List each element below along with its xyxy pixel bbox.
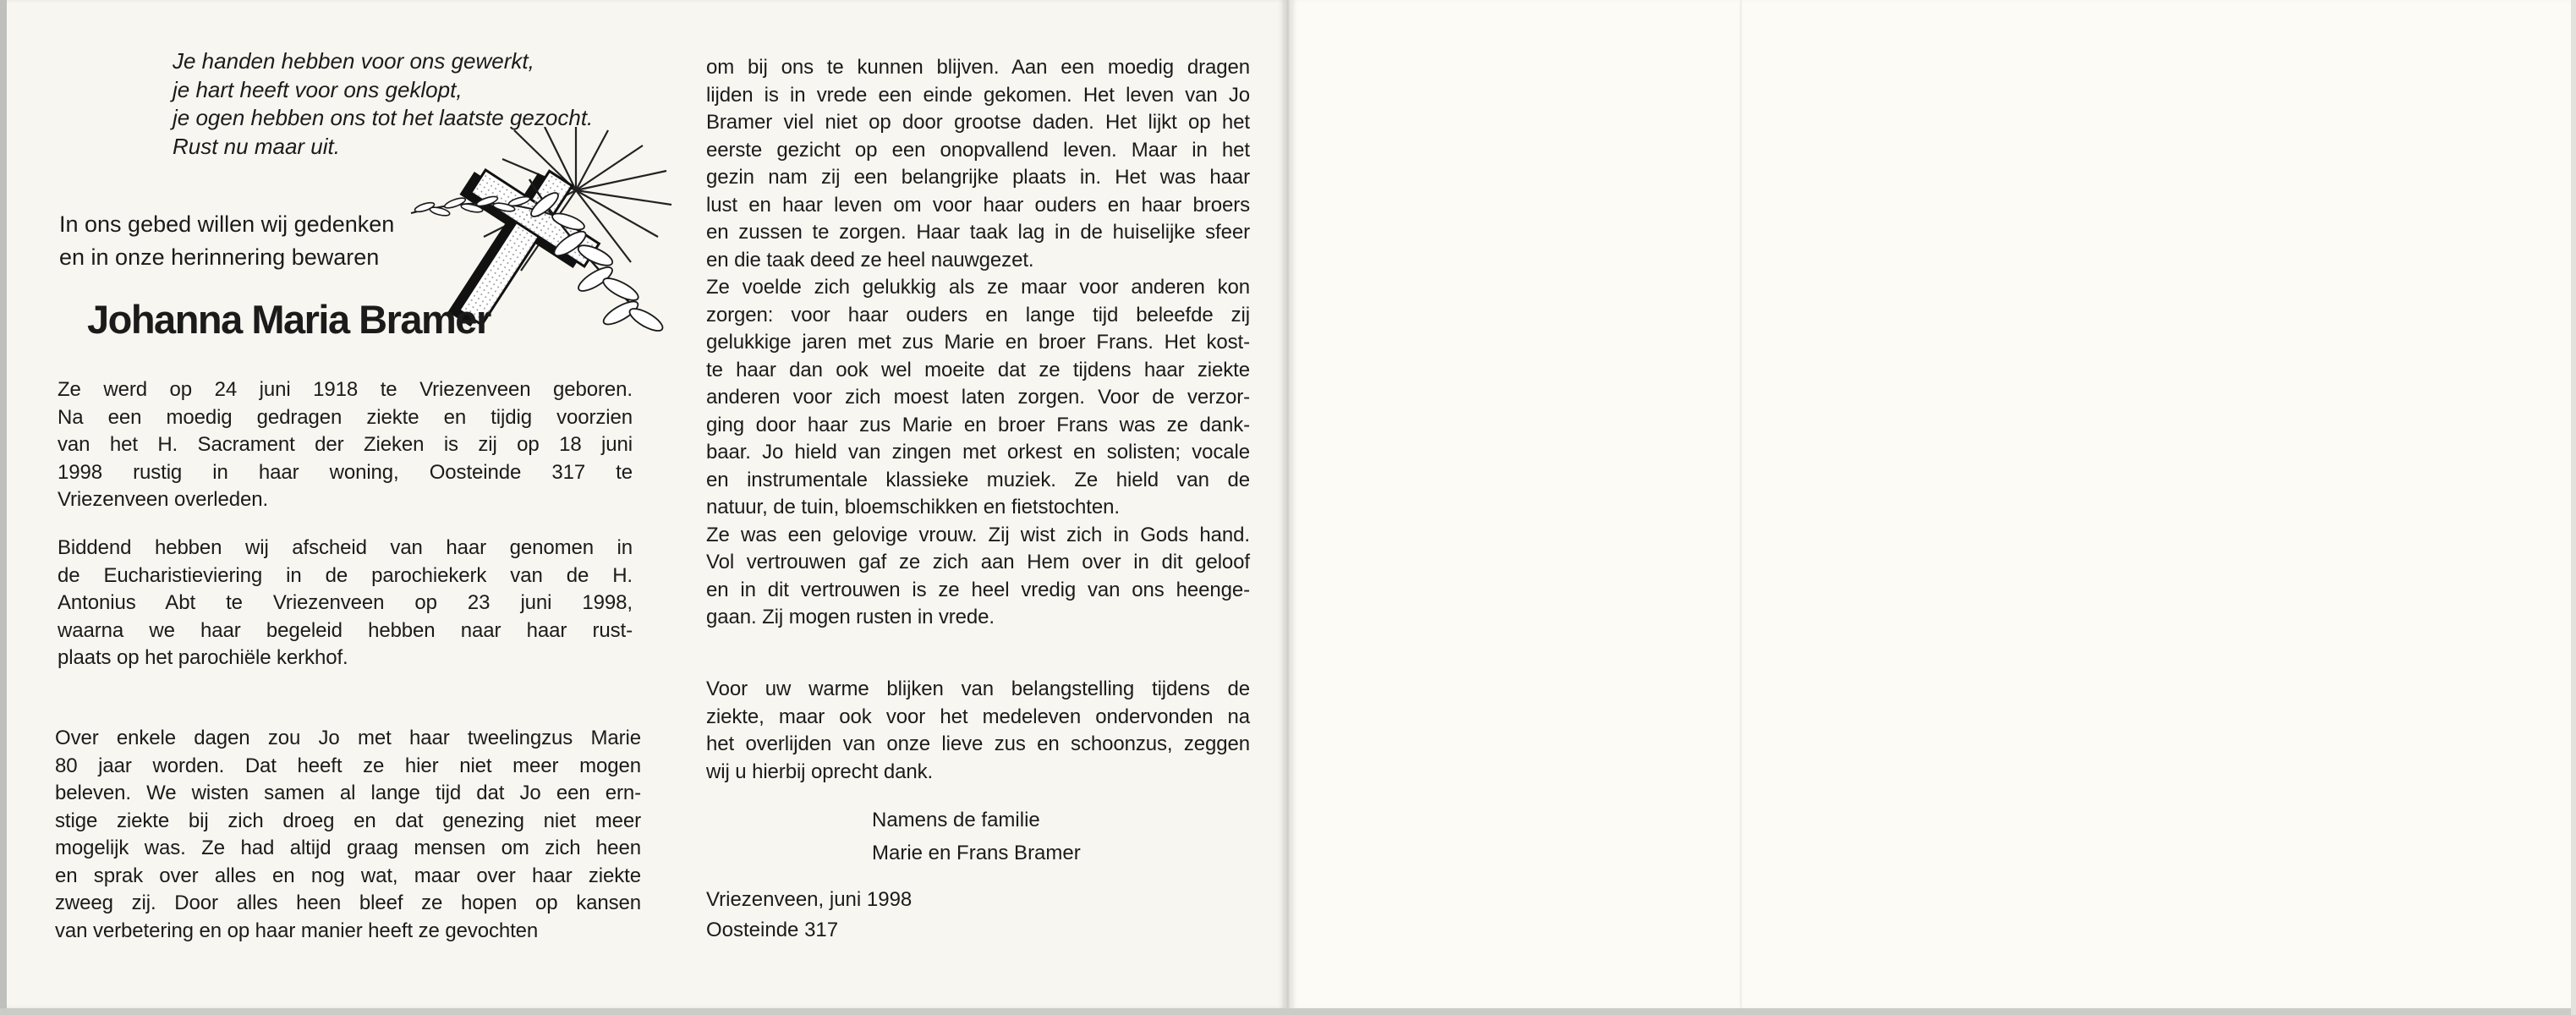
text-line: beleven. We wisten samen al lange tijd dat Jo een ern-	[55, 782, 641, 804]
intro-line: en in onze herinnering bewaren	[59, 244, 380, 270]
dateline-line: Oosteinde 317	[706, 919, 839, 941]
poem-line: je hart heeft voor ons geklopt,	[173, 76, 463, 102]
text-line: waarna we haar begeleid hebben naar haar rust-	[58, 618, 633, 642]
text-line: 1998 rustig in haar woning, Oosteinde 317 te	[58, 460, 633, 484]
text-line: Ze werd op 24 juni 1918 te Vriezenveen geboren.	[58, 378, 633, 401]
text-line: Over enkele dagen zou Jo met haar tweelingzus Marie	[55, 727, 641, 749]
text-line: te haar dan ook wel moeite dat ze tijdens haar ziekte	[706, 358, 1250, 381]
text-line: Biddend hebben wij afscheid van haar genomen in	[58, 536, 633, 559]
text-line: Na een moedig gedragen ziekte en tijdig voorzien	[58, 405, 633, 429]
acknowledgement	[706, 676, 1250, 786]
paragraph-caring	[706, 274, 1250, 522]
text-line: wij u hierbij oprecht dank.	[706, 760, 934, 783]
text-line: anderen voor zich moest laten zorgen. Voor de verzor-	[706, 386, 1250, 409]
text-line: 80 jaar worden. Dat heeft ze hier niet meer mogen	[55, 754, 641, 777]
text-line: en zussen te zorgen. Haar taak lag in de huiselijke sfeer	[706, 221, 1250, 244]
text-line: gaan. Zij mogen rusten in vrede.	[706, 606, 995, 628]
text-line: Bramer viel niet op door grootse daden. Het lijkt op het	[706, 111, 1250, 134]
text-line: baar. Jo hield van zingen met orkest en solisten; vocale	[706, 441, 1250, 464]
inner-spread-page	[7, 0, 1286, 1008]
cover-page	[1291, 0, 2576, 1008]
text-line: de Eucharistieviering in de parochiekerk van de H.	[58, 563, 633, 587]
text-line: ziekte, maar ook voor het medeleven ondervonden na	[706, 705, 1250, 728]
poem-line: je ogen hebben ons tot het laatste gezocht.	[173, 105, 594, 130]
text-line: en in dit vertrouwen is ze heel vredig van ons heenge-	[706, 578, 1250, 601]
text-line: het overlijden van onze lieve zus en schoonzus, zeggen	[706, 732, 1250, 755]
scanner-edge-left	[0, 0, 7, 1015]
text-line: en instrumentale klassieke muziek. Ze hield van de	[706, 468, 1250, 491]
paragraph-birth-death	[58, 376, 633, 514]
deceased-name: Johanna Maria Bramer	[87, 297, 491, 342]
signature-line: Namens de familie	[872, 809, 1040, 831]
text-line: plaats op het parochiële kerkhof.	[58, 646, 348, 669]
scanner-edge-right	[2571, 0, 2576, 1015]
right-column-text	[706, 54, 1250, 632]
text-line: om bij ons te kunnen blijven. Aan een moedig dragen	[706, 56, 1250, 79]
text-line: gelukkige jaren met zus Marie en broer Frans. Het kost-	[706, 331, 1250, 354]
text-line: en die taak deed ze heel nauwgezet.	[706, 248, 1034, 272]
text-line: mogelijk was. Ze had altijd graag mensen om zich heen	[55, 837, 641, 859]
text-line: van verbetering en op haar manier heeft ze gevochten	[55, 919, 539, 942]
signature	[872, 804, 1081, 870]
text-line: ging door haar zus Marie en broer Frans was ze dank-	[706, 413, 1250, 436]
paragraph-life-2	[706, 54, 1250, 274]
intro-text	[59, 208, 533, 274]
signature-line: Marie en Frans Bramer	[872, 842, 1081, 864]
text-line: Vol vertrouwen gaf ze zich aan Hem over in dit geloof	[706, 551, 1250, 573]
place-and-date	[706, 885, 912, 946]
scanner-edge-bottom	[0, 1008, 2576, 1015]
text-line: lust en haar leven om voor haar ouders en haar broers	[706, 193, 1250, 217]
text-line: van het H. Sacrament der Zieken is zij op 18 juni	[58, 433, 633, 456]
text-line: zorgen: voor haar ouders en lange tijd beleefde zij	[706, 303, 1250, 326]
text-line: natuur, de tuin, bloemschikken en fietstochten.	[706, 496, 1120, 518]
poem-line: Je handen hebben voor ons gewerkt,	[173, 48, 534, 74]
paragraph-funeral	[58, 535, 633, 672]
text-line: gezin nam zij een belangrijke plaats in. Het was haar	[706, 166, 1250, 189]
text-line: eerste gezicht op een onopvallend leven. Maar in het	[706, 138, 1250, 162]
poem-line: Rust nu maar uit.	[173, 133, 340, 159]
text-line: Voor uw warme blijken van belangstelling tijdens de	[706, 678, 1250, 700]
page-fold	[1285, 0, 1291, 1008]
text-line: zweeg zij. Door alles heen bleef ze hopen op kansen	[55, 892, 641, 914]
dateline-line: Vriezenveen, juni 1998	[706, 888, 913, 911]
text-line: en sprak over alles en nog wat, maar over haar ziekte	[55, 864, 641, 887]
text-line: Ze was een gelovige vrouw. Zij wist zich in Gods hand.	[706, 523, 1250, 546]
intro-line: In ons gebed willen wij gedenken	[59, 211, 395, 237]
text-line: Antonius Abt te Vriezenveen op 23 juni 1998,	[58, 591, 633, 614]
text-line: Ze voelde zich gelukkig als ze maar voor anderen kon	[706, 276, 1250, 299]
paragraph-faith	[706, 522, 1250, 632]
text-line: Vriezenveen overleden.	[58, 488, 269, 511]
text-line: lijden is in vrede een einde gekomen. Het leven van Jo	[706, 83, 1250, 107]
paragraph-life-1	[55, 725, 641, 945]
text-line: stige ziekte bij zich droeg en dat genezing niet meer	[55, 809, 641, 832]
cover-crease	[1740, 0, 1742, 1008]
